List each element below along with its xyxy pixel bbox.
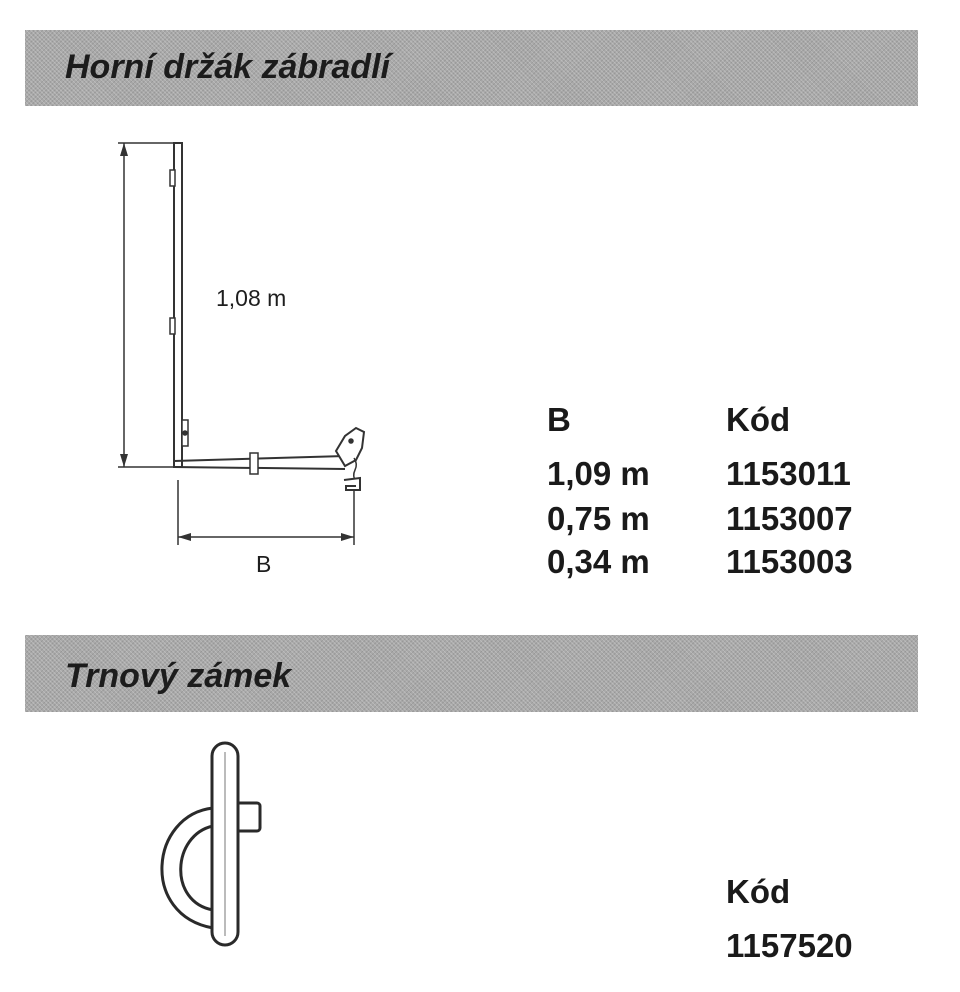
table-header-code: Kód bbox=[726, 401, 791, 438]
table-cell-b: 1,09 m bbox=[547, 455, 650, 492]
section-title: Horní držák zábradlí bbox=[65, 48, 390, 86]
table-cell-code: 1153007 bbox=[726, 500, 853, 537]
table-cell-code: 1153011 bbox=[726, 455, 851, 492]
height-dimension-label: 1,08 m bbox=[216, 285, 287, 311]
lock-loop-inner bbox=[181, 826, 213, 910]
table-cell-b: 0,34 m bbox=[547, 543, 650, 580]
table-header-b: B bbox=[547, 401, 571, 438]
table-cell-b: 0,75 m bbox=[547, 500, 650, 537]
section-title: Trnový zámek bbox=[65, 657, 292, 695]
lock-loop-outer bbox=[162, 808, 213, 928]
pin-lock-code-value: 1157520 bbox=[726, 927, 853, 964]
pin-lock-code-label: Kód bbox=[726, 873, 791, 910]
table-cell-code: 1153003 bbox=[726, 543, 853, 580]
width-dimension-label: B bbox=[256, 551, 272, 577]
lock-pin-stub bbox=[236, 803, 260, 831]
